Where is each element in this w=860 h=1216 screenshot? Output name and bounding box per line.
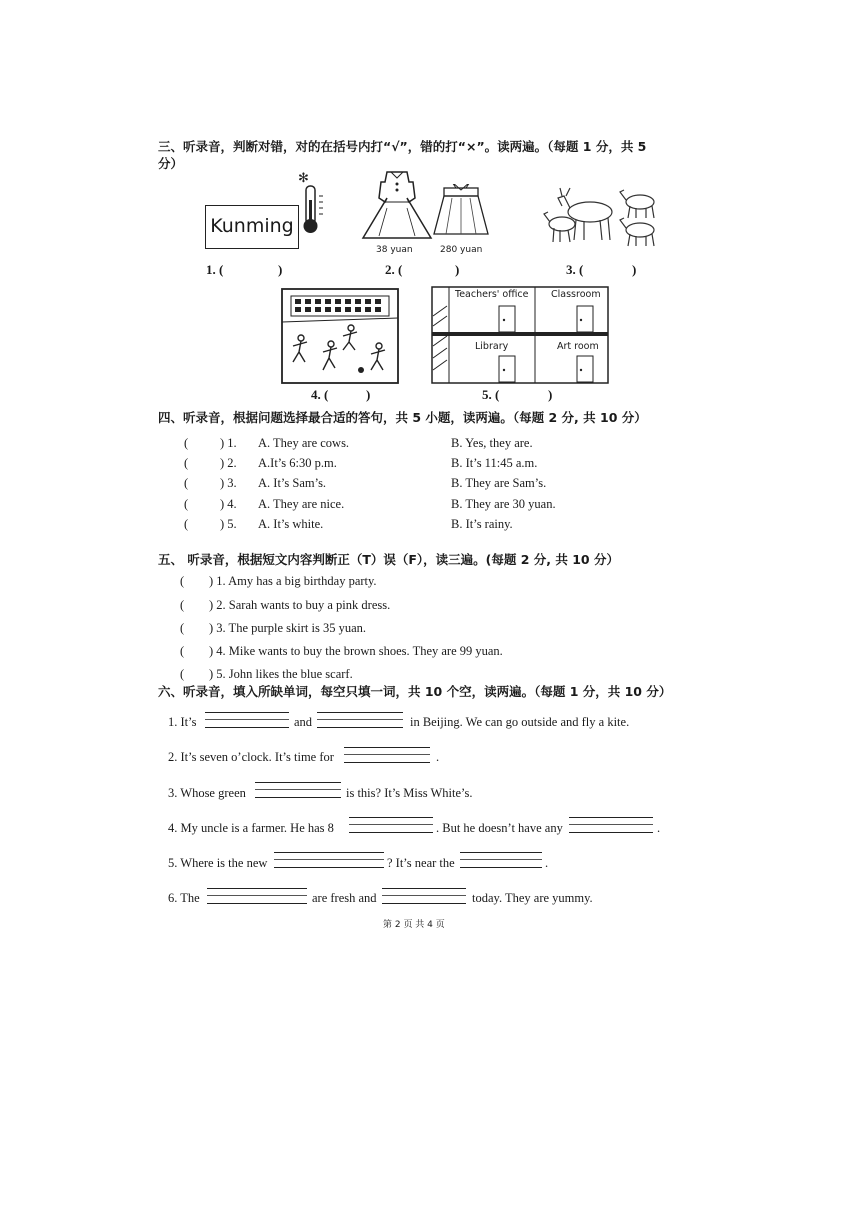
question-number: ) 4.	[220, 497, 237, 511]
paren-open: (	[184, 436, 189, 450]
kunming-label: Kunming	[210, 215, 294, 237]
option-b: B. They are 30 yuan.	[451, 497, 556, 511]
q4-blank-2[interactable]	[569, 817, 653, 833]
question-number: ) 2.	[220, 456, 237, 470]
item-label-1: 1. (	[206, 262, 224, 277]
q1-text-b: and	[294, 715, 313, 729]
paren-open: (	[180, 598, 185, 612]
option-a: A. They are cows.	[258, 436, 350, 450]
q6-blank-1[interactable]	[207, 888, 307, 904]
q6-text-a: 6. The	[168, 891, 200, 905]
q4-text-c: .	[657, 821, 661, 835]
q1-blank-1[interactable]	[205, 712, 289, 728]
paren-open: (	[184, 497, 189, 511]
statement-text: ) 2. Sarah wants to buy a pink dress.	[209, 598, 391, 612]
item-close-2: )	[455, 262, 460, 277]
q6-blank-2[interactable]	[382, 888, 466, 904]
price-label-2: 280 yuan	[440, 245, 483, 255]
item-label-2: 2. (	[385, 262, 403, 277]
item-label-3: 3. (	[566, 262, 584, 277]
room-label-classroom: Classroom	[551, 289, 601, 300]
q4-text-a: 4. My uncle is a farmer. He has 8	[168, 821, 334, 835]
section3-header-cont: 分）	[158, 156, 184, 171]
section3-header: 三、听录音，判断对错，对的在括号内打“√”，错的打“×”。读两遍。（每题 1 分，共 5	[158, 139, 647, 154]
q6-text-c: today. They are yummy.	[472, 891, 593, 905]
q1-blank-2[interactable]	[317, 712, 403, 728]
room-label-library: Library	[475, 341, 509, 352]
room-label-art-room: Art room	[557, 341, 599, 352]
option-a: A. It’s white.	[258, 517, 324, 531]
paren-open: (	[180, 621, 185, 635]
q4-text-b: . But he doesn’t have any	[436, 821, 563, 835]
item-label-4: 4. (	[311, 387, 329, 402]
q5-blank-2[interactable]	[460, 852, 542, 868]
option-b: B. It’s 11:45 a.m.	[451, 456, 538, 470]
room-label-teachers-office: Teachers' office	[455, 289, 529, 300]
option-a: A. They are nice.	[258, 497, 345, 511]
school-rooms-picture	[431, 286, 609, 384]
section4-header: 四、听录音，根据问题选择最合适的答句，共 5 小题，读两遍。（每题 2 分, 共 10 分）	[158, 410, 647, 425]
q5-text-c: .	[545, 856, 549, 870]
statement-text: ) 1. Amy has a big birthday party.	[209, 574, 377, 588]
q3-text-a: 3. Whose green	[168, 786, 246, 800]
playground-picture	[281, 288, 399, 384]
paren-open: (	[184, 517, 189, 531]
item-label-5: 5. (	[482, 387, 500, 402]
option-b: B. Yes, they are.	[451, 436, 533, 450]
q1-text-c: in Beijing. We can go outside and fly a kite.	[410, 715, 630, 729]
paren-open: (	[180, 667, 185, 681]
q1-text-a: 1. It’s	[168, 715, 197, 729]
option-b: B. It’s rainy.	[451, 517, 513, 531]
section6-header: 六、听录音，填入所缺单词，每空只填一词，共 10 个空，读两遍。（每题 1 分，共 10 分）	[158, 684, 672, 699]
item-close-5: )	[548, 387, 553, 402]
statement-text: ) 3. The purple skirt is 35 yuan.	[209, 621, 367, 635]
question-number: ) 1.	[220, 436, 237, 450]
q5-text-b: ? It’s near the	[387, 856, 455, 870]
item-close-4: )	[366, 387, 371, 402]
q2-blank-1[interactable]	[344, 747, 430, 763]
goats-icon	[540, 182, 665, 250]
paren-open: (	[180, 644, 185, 658]
option-a: A.It’s 6:30 p.m.	[258, 456, 337, 470]
option-a: A. It’s Sam’s.	[258, 476, 327, 490]
option-b: B. They are Sam’s.	[451, 476, 547, 490]
q5-text-a: 5. Where is the new	[168, 856, 268, 870]
section5-header: 五、 听录音，根据短文内容判断正（T）误（F），读三遍。(每题 2 分, 共 10 分）	[158, 552, 619, 567]
q4-blank-1[interactable]	[349, 817, 433, 833]
q6-text-b: are fresh and	[312, 891, 377, 905]
question-number: ) 3.	[220, 476, 237, 490]
q5-blank-1[interactable]	[274, 852, 384, 868]
q2-text-b: .	[436, 750, 440, 764]
item-close-3: )	[632, 262, 637, 277]
statement-text: ) 5. John likes the blue scarf.	[209, 667, 353, 681]
q2-text-a: 2. It’s seven o’clock. It’s time for	[168, 750, 334, 764]
q3-text-b: is this? It’s Miss White’s.	[346, 786, 473, 800]
svg-text:✻: ✻	[298, 171, 309, 186]
paren-open: (	[184, 476, 189, 490]
price-label-1: 38 yuan	[376, 245, 413, 255]
paren-open: (	[180, 574, 185, 588]
question-number: ) 5.	[220, 517, 237, 531]
statement-text: ) 4. Mike wants to buy the brown shoes. They are 99 yuan.	[209, 644, 503, 658]
q3-blank-1[interactable]	[255, 782, 341, 798]
dress-icon	[357, 168, 437, 246]
kunming-sign	[205, 205, 299, 249]
thermometer-icon	[294, 168, 344, 238]
paren-open: (	[184, 456, 189, 470]
item-close-1: )	[278, 262, 283, 277]
page-footer: 第 2 页 共 4 页	[383, 920, 445, 930]
skirt-icon	[430, 184, 492, 242]
